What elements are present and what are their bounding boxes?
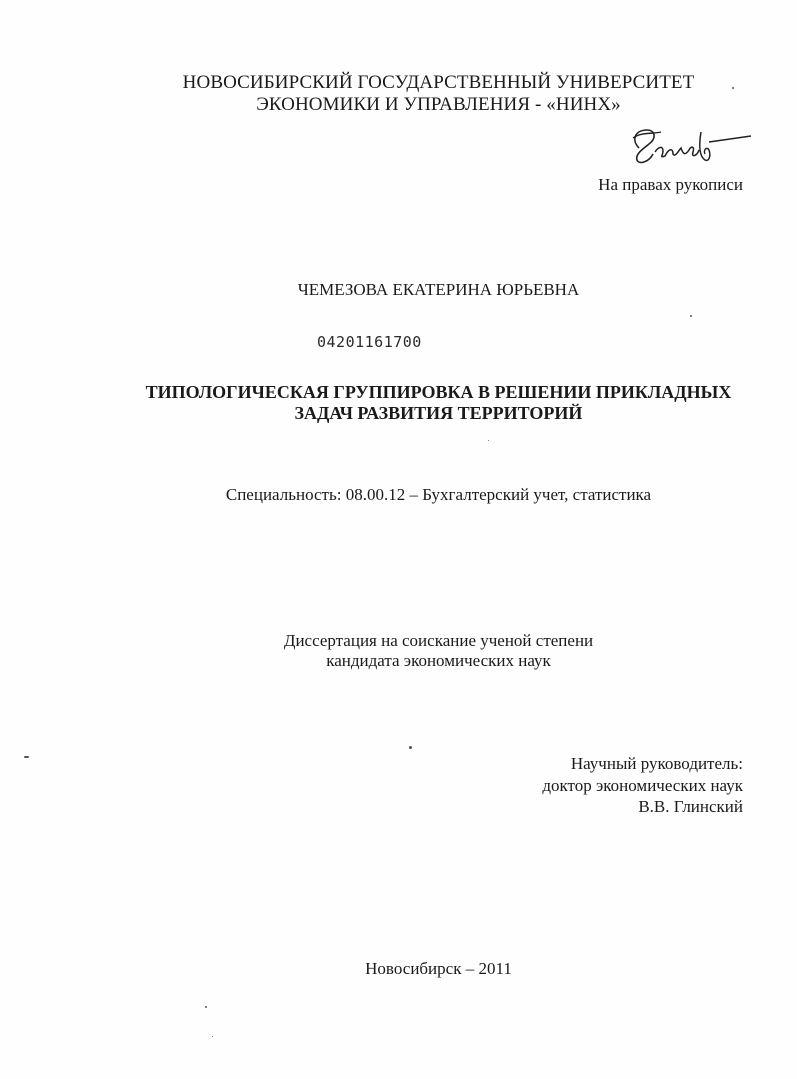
university-line-1: НОВОСИБИРСКИЙ ГОСУДАРСТВЕННЫЙ УНИВЕРСИТЕТ	[182, 72, 695, 93]
degree-statement	[40, 631, 797, 671]
dissertation-title	[40, 382, 797, 424]
supervisor-degree: доктор экономических наук	[542, 775, 743, 795]
city-and-year: Новосибирск – 2011	[365, 959, 512, 978]
scan-speck	[690, 315, 692, 317]
university-header	[40, 72, 797, 116]
title-line-2: ЗАДАЧ РАЗВИТИЯ ТЕРРИТОРИЙ	[294, 403, 583, 423]
supervisor-name: В.В. Глинский	[638, 797, 743, 816]
supervisor-label: Научный руководитель:	[570, 754, 743, 773]
scan-speck	[732, 87, 734, 89]
title-line-1: ТИПОЛОГИЧЕСКАЯ ГРУППИРОВКА В РЕШЕНИИ ПРИКЛАДНЫХ	[145, 382, 732, 402]
scan-speck	[409, 746, 412, 749]
scan-speck	[488, 440, 489, 441]
scientific-supervisor	[542, 753, 743, 818]
university-line-2: ЭКОНОМИКИ И УПРАВЛЕНИЯ - «НИНХ»	[256, 94, 621, 115]
specialty-line: Специальность: 08.00.12 – Бухгалтерский учет, статистика	[225, 485, 652, 504]
manuscript-rights-notice: На правах рукописи	[598, 175, 743, 194]
scan-speck	[24, 756, 29, 758]
degree-line-2: кандидата экономических наук	[326, 651, 551, 670]
library-stamp-code: 04201161700	[317, 333, 422, 351]
scan-speck	[212, 1036, 213, 1037]
scan-speck	[205, 1006, 207, 1008]
handwritten-signature	[625, 118, 755, 170]
degree-line-1: Диссертация на соискание ученой степени	[283, 631, 594, 650]
author-name: ЧЕМЕЗОВА ЕКАТЕРИНА ЮРЬЕВНА	[297, 280, 580, 299]
